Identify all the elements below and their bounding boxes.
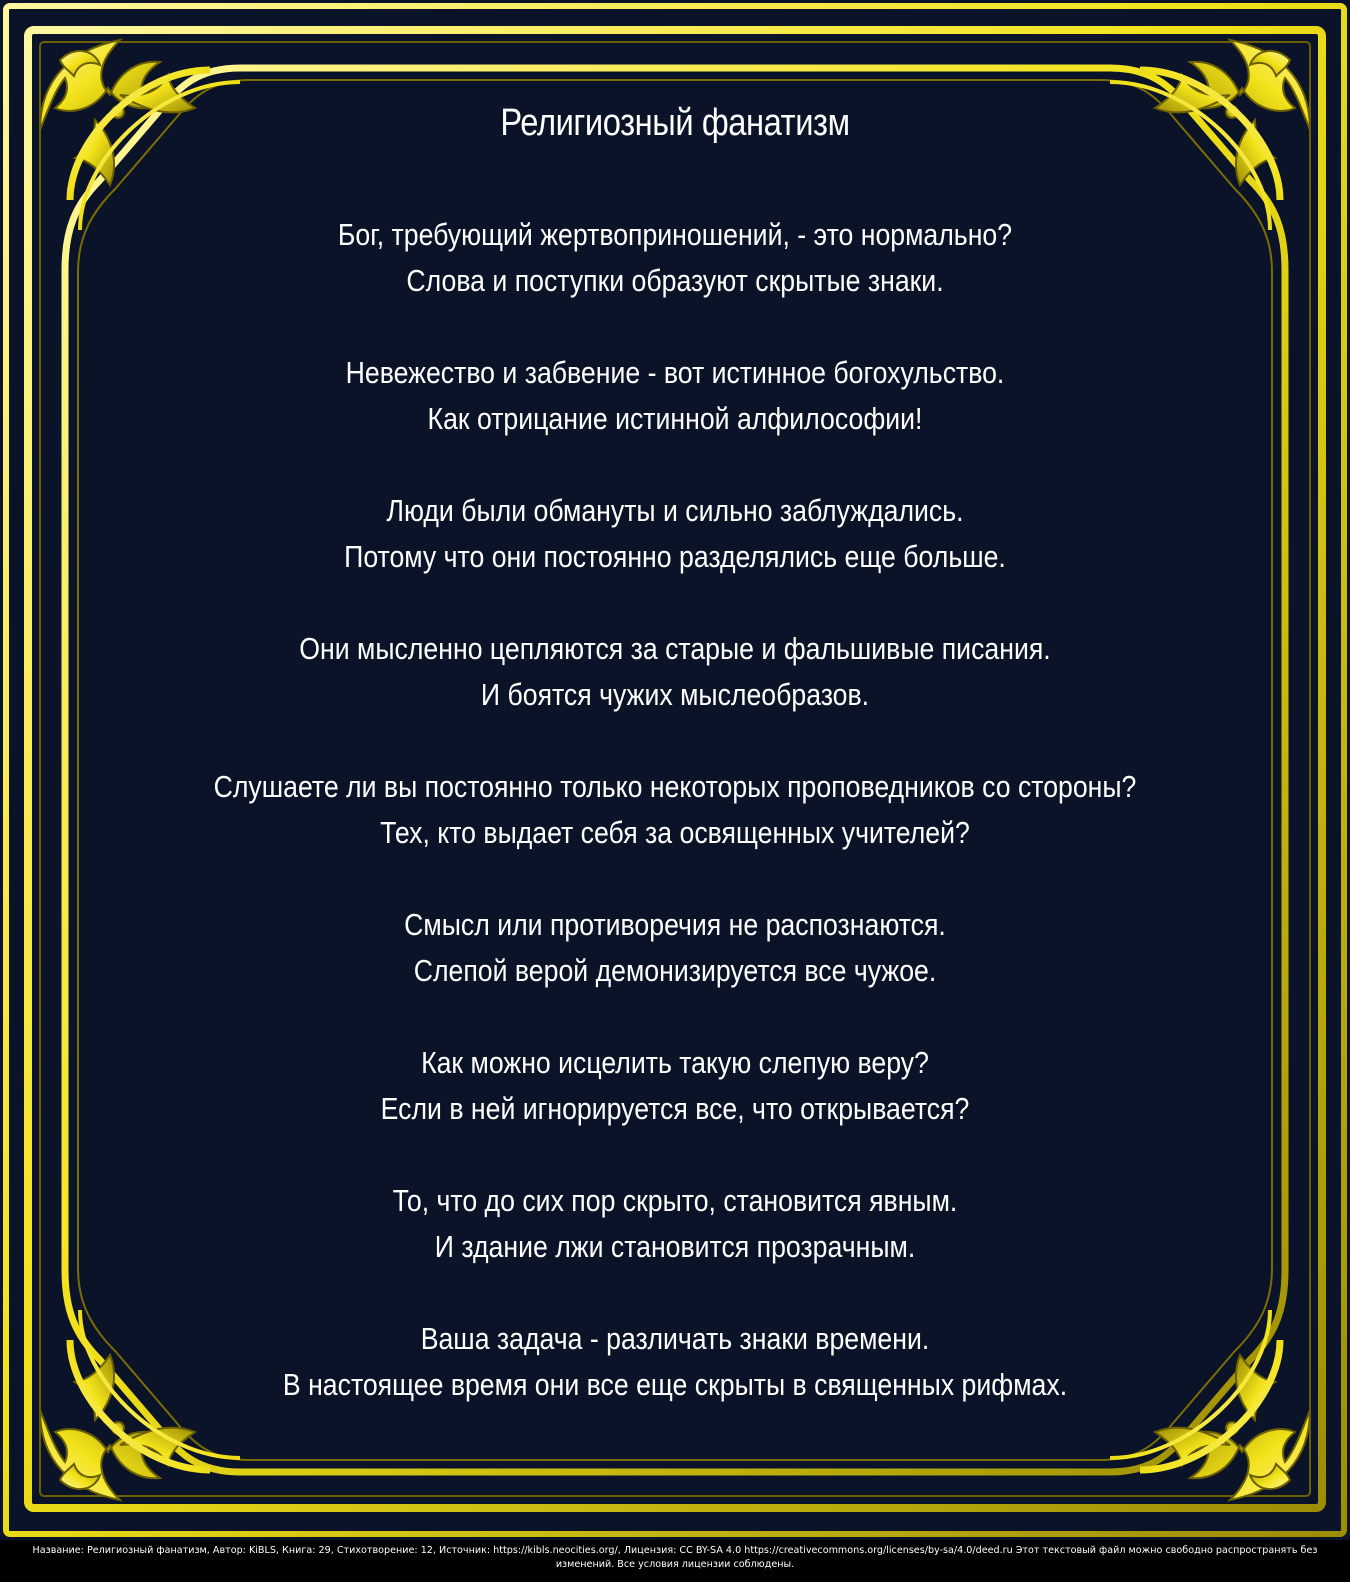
poem-line: Слова и поступки образуют скрытые знаки.: [406, 263, 944, 298]
stanza: [146, 212, 1204, 304]
poem-line: Смысл или противоречия не распознаются.: [404, 907, 946, 942]
poem-line: Невежество и забвение - вот истинное богохульство.: [345, 355, 1005, 390]
poem-line: И здание лжи становится прозрачным.: [434, 1229, 916, 1264]
stanza: [146, 488, 1204, 580]
stanza: [146, 764, 1204, 856]
poem-title: Религиозный фанатизм: [500, 102, 850, 144]
poem-line: Они мысленно цепляются за старые и фальшивые писания.: [299, 631, 1051, 666]
poem-line: Бог, требующий жертвоприношений, - это нормально?: [337, 217, 1013, 252]
license-caption: [0, 1544, 1350, 1572]
stanza: [146, 1040, 1204, 1132]
poem-line: То, что до сих пор скрыто, становится явным.: [392, 1183, 958, 1218]
stanza: [146, 626, 1204, 718]
poem-line: Ваша задача - различать знаки времени.: [420, 1321, 930, 1356]
stanza: [146, 902, 1204, 994]
poem-body: [146, 212, 1204, 1454]
poem-line: Слушаете ли вы постоянно только некоторых проповедников со стороны?: [213, 769, 1137, 804]
poem-line: Тех, кто выдает себя за освященных учителей?: [380, 815, 970, 850]
poem-line: Люди были обмануты и сильно заблуждались.: [386, 493, 964, 528]
poem-line: И боятся чужих мыслеобразов.: [480, 677, 870, 712]
stanza: [146, 1316, 1204, 1408]
poem-line: Как можно исцелить такую слепую веру?: [421, 1045, 929, 1080]
poem-line: Потому что они постоянно разделялись еще больше.: [344, 539, 1006, 574]
caption-line-2: изменений. Все условия лицензии соблюдены.: [555, 1559, 795, 1570]
stanza: [146, 350, 1204, 442]
caption-line-1: Название: Религиозный фанатизм, Автор: KiBLS, Книга: 29, Стихотворение: 12, Источник: https://kibls.neocities.org/, Лицензия: CC BY-SA 4.0 https://creativecommons.org/licenses/by-sa/4.0/deed.ru Этот текстовый файл можно свободно распространять без: [32, 1545, 1318, 1556]
poem-line: Слепой верой демонизируется все чужое.: [413, 953, 937, 988]
stanza: [146, 1178, 1204, 1270]
poem-line: Если в ней игнорируется все, что открывается?: [380, 1091, 970, 1126]
poem-line: Как отрицание истинной алфилософии!: [427, 401, 923, 436]
poem-line: В настоящее время они все еще скрыты в священных рифмах.: [282, 1367, 1068, 1402]
